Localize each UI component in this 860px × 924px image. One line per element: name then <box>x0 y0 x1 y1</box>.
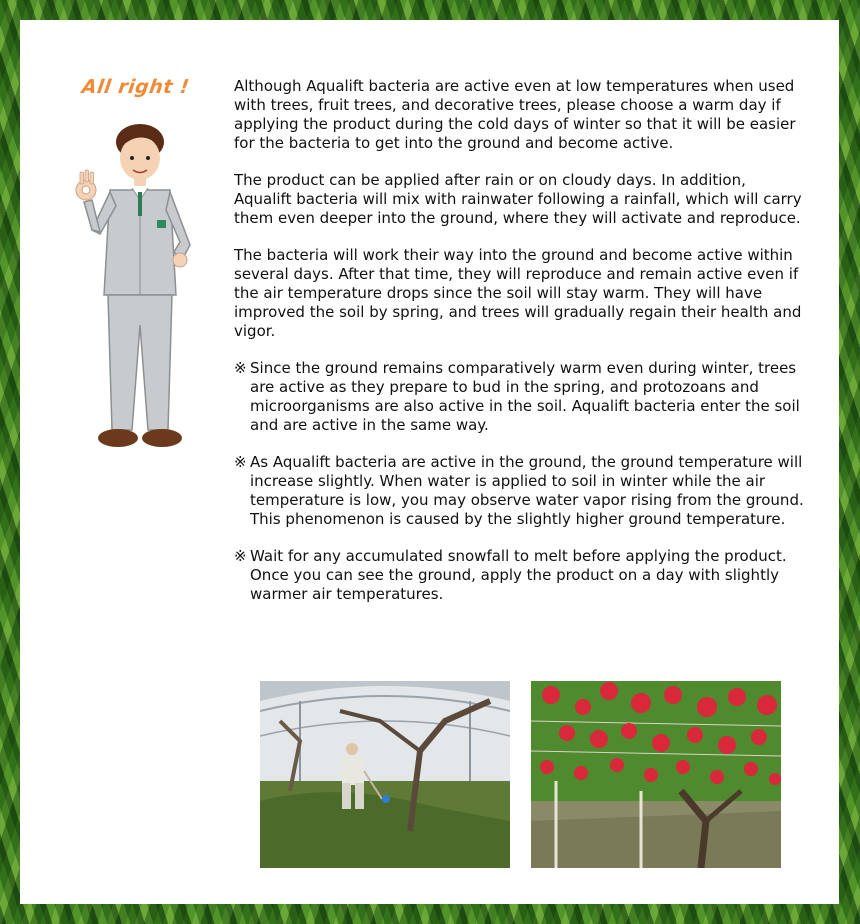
paragraph: The product can be applied after rain or on cloudy days. In addition, Aqualift bacteria will mix with rainwater following a rainfall, which will carry them even deeper into the ground, where they will activate and reproduce. <box>234 171 802 227</box>
paragraph: Although Aqualift bacteria are active even at low temperatures when used with trees, fruit trees, and decorative trees, please choose a warm day if applying the product during the cold days of winter so that it will be easier for the bacteria to get into the ground and become active. <box>234 77 796 152</box>
note-text: Wait for any accumulated snowfall to melt before applying the product. Once you can see the ground, apply the product on a day with slightly warmer air temperatures. <box>250 547 787 603</box>
note-text: Since the ground remains comparatively warm even during winter, trees are active as they prepare to bud in the spring, and protozoans and microorganisms are also active in the soil. Aqualift bacteria enter the soil and are active in the same way. <box>250 359 800 434</box>
note-item <box>234 453 804 529</box>
note-mark: ※ <box>234 453 247 471</box>
content-panel <box>20 20 839 904</box>
note-item <box>234 359 804 435</box>
note-text: As Aqualift bacteria are active in the ground, the ground temperature will increase slightly. When water is applied to soil in winter while the air temperature is low, you may observe water vapor rising from the ground. This phenomenon is caused by the slightly higher ground temperature. <box>250 453 804 528</box>
speech-text: All right ! <box>80 76 191 98</box>
apple-orchard-photo <box>531 681 781 868</box>
worker-character-illustration <box>70 120 205 460</box>
greenhouse-photo <box>260 681 510 868</box>
note-mark: ※ <box>234 547 247 565</box>
note-item <box>234 547 804 604</box>
note-mark: ※ <box>234 359 247 377</box>
paragraph: The bacteria will work their way into the ground and become active within several days. After that time, they will reproduce and remain active even if the air temperature drops since the soil will stay warm. They will have improved the soil by spring, and trees will gradually regain their health and vigor. <box>234 246 802 340</box>
body-text <box>234 77 804 622</box>
